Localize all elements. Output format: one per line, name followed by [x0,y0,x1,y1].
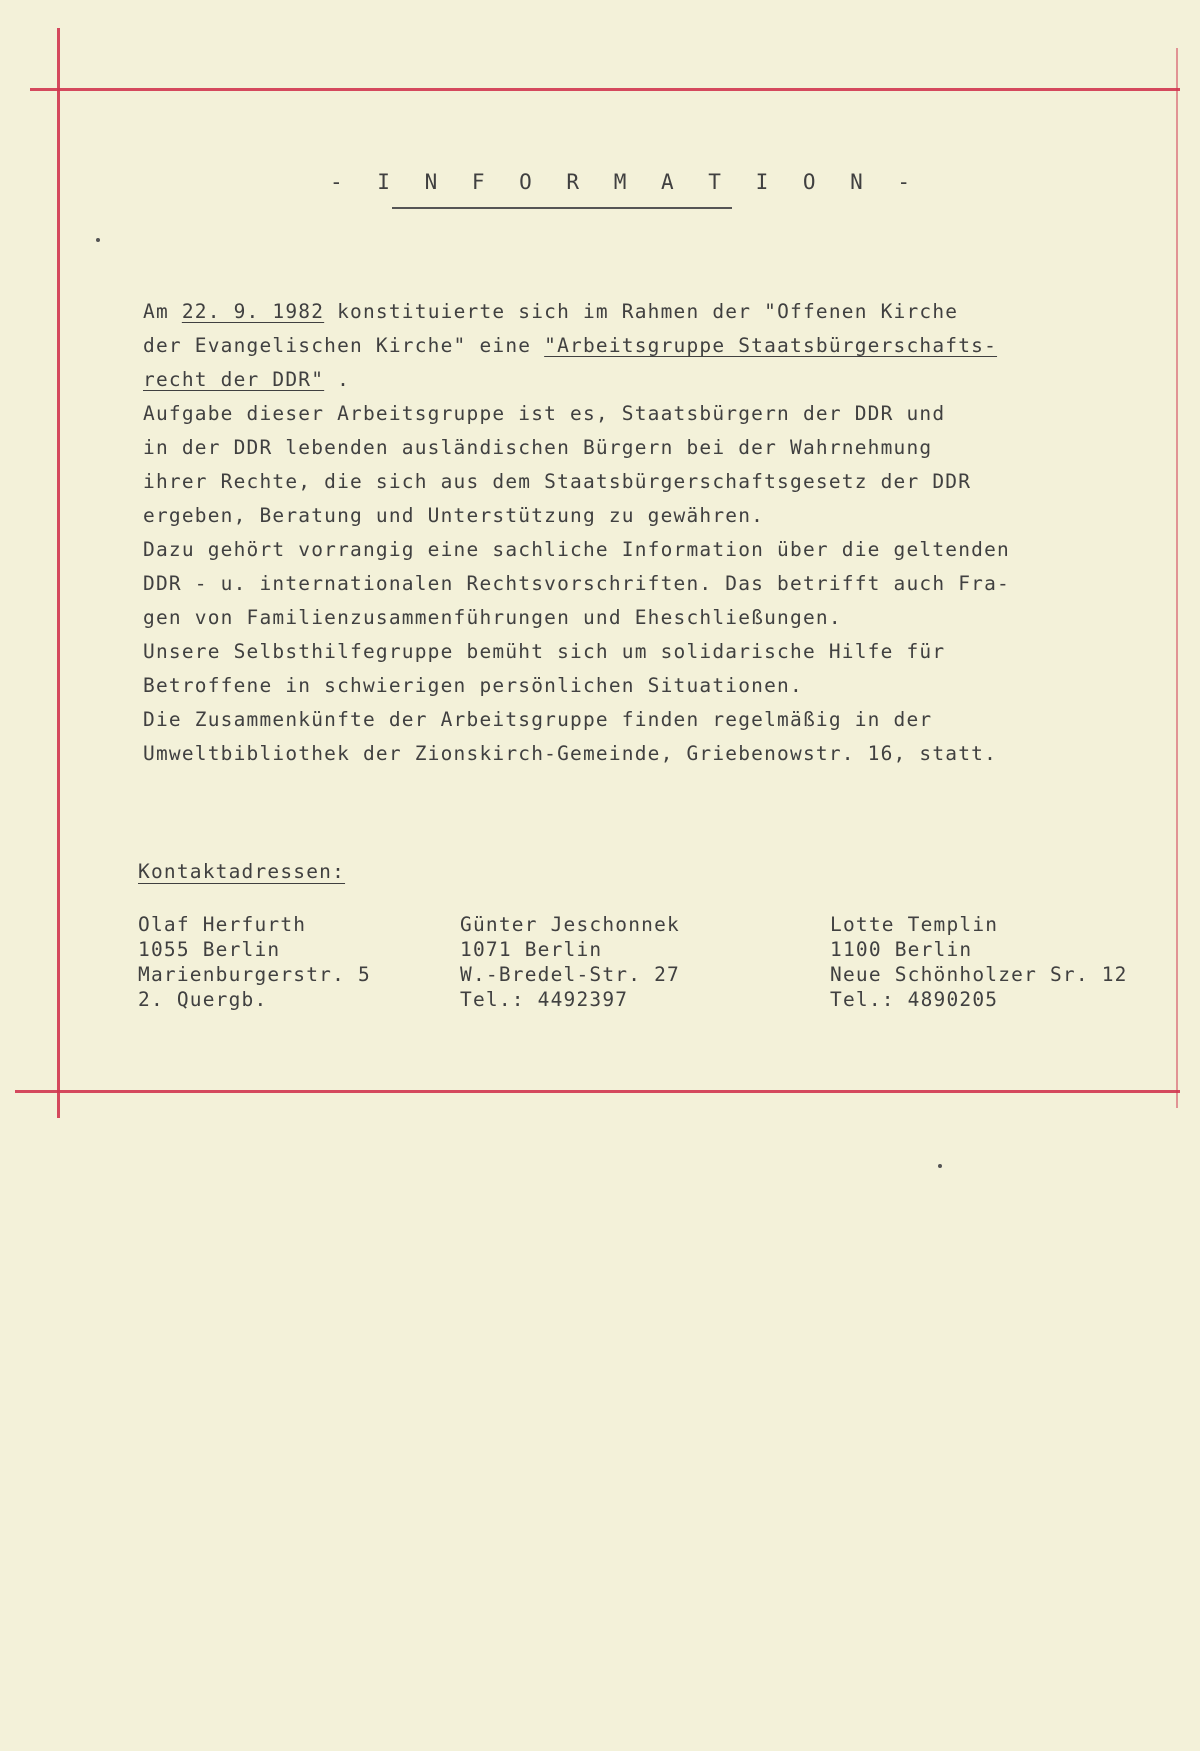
title-underline [392,207,732,209]
text-run: Umweltbibliothek der Zionskirch-Gemeinde, Griebenowstr. 16, statt. [143,742,998,765]
text-line [143,703,1163,737]
text-run: Dazu gehört vorrangig eine sachliche Information über die geltenden [143,538,1010,561]
red-border-right [1176,48,1178,1108]
text-run: Betroffene in schwierigen persönlichen Situationen. [143,674,803,697]
contact-extra: 2. Quergb. [138,988,268,1011]
text-line [143,499,1163,533]
body-paragraph [143,295,1163,771]
contact-olaf-herfurth [138,912,371,1012]
text-run: Die Zusammenkünfte der Arbeitsgruppe finden regelmäßig in der [143,708,933,731]
text-line [143,397,1163,431]
underlined-text: recht der DDR" [143,368,325,391]
text-run: konstituierte sich im Rahmen der "Offenen Kirche [324,300,959,323]
text-run: Am [143,300,182,323]
text-run: der Evangelischen Kirche" eine [143,334,545,357]
text-run: Unsere Selbsthilfegruppe bemüht sich um solidarische Hilfe für [143,640,946,663]
contact-city: 1055 Berlin [138,938,281,961]
underlined-text: "Arbeitsgruppe Staatsbürgerschafts- [544,334,998,357]
text-line [143,431,1163,465]
text-run: . [324,368,351,391]
text-run: DDR - u. internationalen Rechtsvorschriften. Das betrifft auch Fra- [143,572,1010,595]
document-title: - I N F O R M A T I O N - [330,170,922,194]
contact-city: 1071 Berlin [460,938,603,961]
contacts-heading: Kontaktadressen: [138,860,346,883]
text-line [143,635,1163,669]
contact-city: 1100 Berlin [830,938,973,961]
contact-name: Günter Jeschonnek [460,913,680,936]
red-border-left [57,28,60,1118]
text-run: ihrer Rechte, die sich aus dem Staatsbürgerschaftsgesetz der DDR [143,470,972,493]
text-line [143,465,1163,499]
contact-guenter-jeschonnek [460,912,680,1012]
stray-mark [938,1164,942,1168]
text-run: Aufgabe dieser Arbeitsgruppe ist es, Staatsbürgern der DDR und [143,402,946,425]
text-line [143,669,1163,703]
text-line [143,533,1163,567]
text-line [143,329,1163,363]
contact-name: Lotte Templin [830,913,999,936]
contact-street: Neue Schönholzer Sr. 12 [830,963,1128,986]
red-border-bottom [15,1090,1180,1093]
contact-phone: Tel.: 4890205 [830,988,999,1011]
text-run: ergeben, Beratung und Unterstützung zu gewähren. [143,504,765,527]
text-line [143,567,1163,601]
text-line [143,737,1163,771]
stray-mark [96,238,100,242]
text-run: gen von Familienzusammenführungen und Eheschließungen. [143,606,842,629]
red-border-top [30,88,1180,91]
underlined-text: 22. 9. 1982 [181,300,325,323]
contact-lotte-templin [830,912,1128,1012]
contact-street: Marienburgerstr. 5 [138,963,371,986]
contact-street: W.-Bredel-Str. 27 [460,963,680,986]
text-line [143,363,1163,397]
text-line [143,295,1163,329]
contact-name: Olaf Herfurth [138,913,307,936]
text-run: in der DDR lebenden ausländischen Bürgern bei der Wahrnehmung [143,436,933,459]
text-line [143,601,1163,635]
contact-phone: Tel.: 4492397 [460,988,629,1011]
